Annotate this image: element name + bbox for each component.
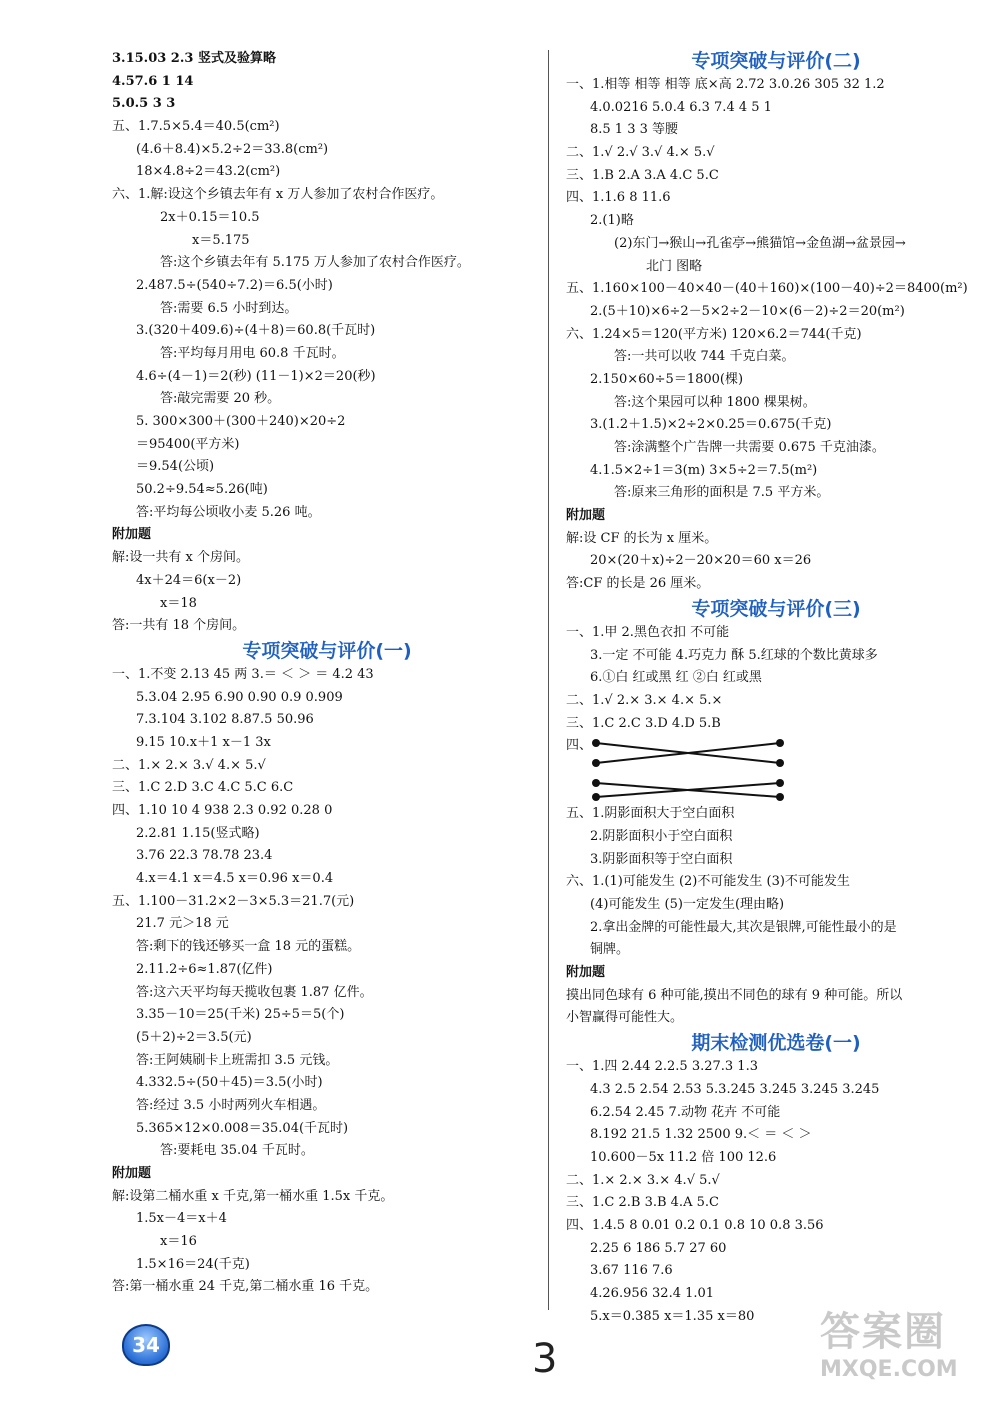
answer-line: 三、1.C 2.C 3.D 4.D 5.B: [566, 715, 721, 731]
answer-line: 附加题: [112, 527, 152, 543]
handwritten-mark: 3: [532, 1336, 558, 1382]
answer-line: ＝9.54(公顷): [136, 459, 215, 475]
answer-line: 二、1.× 2.× 3.× 4.√ 5.√: [566, 1172, 720, 1188]
answer-line: 2.(5＋10)×6÷2－5×2÷2－10×(6－2)÷2＝20(m²): [590, 303, 905, 319]
answer-line: 3.15.03 2.3 竖式及验算略: [112, 51, 276, 66]
answer-line: 4.0.0216 5.0.4 6.3 7.4 4 5 1: [590, 99, 772, 115]
answer-line: 18×4.8÷2＝43.2(cm²): [136, 164, 281, 180]
answer-line: 三、1.C 2.D 3.C 4.C 5.C 6.C: [112, 780, 294, 796]
answer-line: 一、1.不变 2.13 45 两 3.＝ ＜ ＞ ＝ 4.2 43: [112, 666, 374, 682]
answer-line: 8.192 21.5 1.32 2500 9.＜ ＝ ＜ ＞: [590, 1127, 812, 1143]
answer-line: 答:要耗电 35.04 千瓦时。: [160, 1143, 314, 1159]
matching-dot: [776, 779, 784, 787]
left-column: [112, 48, 542, 1299]
answer-line: (4.6＋8.4)×5.2÷2＝33.8(cm²): [136, 141, 329, 157]
answer-line: 答:一共可以收 744 千克白菜。: [614, 349, 795, 365]
answer-line: 4.26.956 32.4 1.01: [590, 1286, 715, 1301]
answer-line: 9.15 10.x＋1 x－1 3x: [136, 734, 271, 750]
answer-line: 4.3 2.5 2.54 2.53 5.3.245 3.245 3.245 3.245: [590, 1081, 880, 1097]
answer-line: 5.3.04 2.95 6.90 0.90 0.9 0.909: [136, 689, 343, 705]
answer-line: 1.5x－4＝x＋4: [136, 1211, 227, 1227]
answer-line: 二、1.√ 2.√ 3.√ 4.× 5.√: [566, 145, 715, 161]
watermark-url: MXQE.COM: [820, 1357, 958, 1382]
answer-line: 答:平均每公顷收小麦 5.26 吨。: [136, 504, 321, 520]
watermark-logo: [820, 1300, 990, 1396]
answer-line: 附加题: [112, 1166, 152, 1181]
answer-line: 2.拿出金牌的可能性最大,其次是银牌,可能性最小的是: [590, 919, 897, 935]
answer-line: 答:需要 6.5 小时到达。: [160, 300, 298, 316]
answer-line: 答:涂满整个广告牌一共需要 0.675 千克油漆。: [614, 440, 885, 455]
answer-line: 二、1.√ 2.× 3.× 4.× 5.×: [566, 692, 723, 708]
answer-line: 3.67 116 7.6: [590, 1263, 673, 1279]
answer-line: 一、1.相等 相等 相等 底×高 2.72 3.0.26 305 32 1.2: [566, 77, 885, 92]
matching-lines: [588, 735, 788, 803]
answer-line: 一、1.甲 2.黑色衣扣 不可能: [566, 624, 730, 640]
answer-line: 一、1.四 2.44 2.2.5 3.27.3 1.3: [566, 1059, 758, 1075]
answer-line: 答:这个果园可以种 1800 棵果树。: [614, 394, 816, 410]
answer-line: 4.57.6 1 14: [112, 73, 194, 89]
matching-dot: [592, 739, 600, 747]
answer-line: 五、1.阴影面积大于空白面积: [566, 806, 735, 822]
answer-line: 四、: [566, 738, 593, 754]
matching-diagram: [566, 735, 986, 803]
matching-dot: [592, 793, 600, 801]
answer-line: 四、1.1.6 8 11.6: [566, 190, 671, 206]
answer-line: 4.332.5÷(50＋45)＝3.5(小时): [136, 1075, 323, 1091]
answer-line: 2.2.81 1.15(竖式略): [136, 825, 260, 841]
answer-line: 10.600－5x 11.2 倍 100 12.6: [590, 1149, 777, 1165]
watermark-text: 答案圈: [820, 1309, 946, 1355]
answer-line: 解:设一共有 x 个房间。: [112, 550, 249, 566]
answer-line: 答:王阿姨刷卡上班需扣 3.5 元钱。: [136, 1052, 339, 1068]
answer-line: ＝95400(平方米): [136, 436, 240, 452]
answer-line: 答:经过 3.5 小时两列火车相遇。: [136, 1097, 326, 1113]
answer-line: 五、1.160×100－40×40－(40＋160)×(100－40)÷2＝8400(m²): [566, 281, 968, 297]
answer-line: 3.35－10＝25(千米) 25÷5＝5(个): [136, 1007, 345, 1023]
answer-line: 六、1.(1)可能发生 (2)不可能发生 (3)不可能发生: [566, 874, 850, 890]
answer-line: 答:平均每月用电 60.8 千瓦时。: [160, 345, 345, 361]
answer-line: 3.(320＋409.6)÷(4＋8)＝60.8(千瓦时): [136, 323, 376, 339]
answer-line: 答:CF 的长是 26 厘米。: [566, 576, 710, 592]
answer-line: 4x＋24＝6(x－2): [136, 572, 242, 588]
section-title: 专项突破与评价(二): [691, 50, 861, 72]
right-column: [566, 48, 986, 1328]
answer-line: 2.150×60÷5＝1800(棵): [590, 371, 744, 387]
answer-line: 答:原来三角形的面积是 7.5 平方米。: [614, 485, 830, 501]
answer-line: x＝18: [160, 595, 197, 611]
answer-line: 摸出同色球有 6 种可能,摸出不同色的球有 9 种可能。所以: [566, 987, 903, 1003]
answer-line: 解:设 CF 的长为 x 厘米。: [566, 530, 718, 546]
section-title: 专项突破与评价(三): [691, 597, 861, 620]
answer-line: 2.11.2÷6≈1.87(亿件): [136, 961, 273, 977]
answer-line: 答:这六天平均每天揽收包裹 1.87 亿件。: [136, 984, 373, 1000]
answer-line: 3.(1.2＋1.5)×2÷2×0.25＝0.675(千克): [590, 417, 832, 433]
answer-line: 六、1.解:设这个乡镇去年有 x 万人参加了农村合作医疗。: [112, 187, 444, 203]
matching-dot: [776, 793, 784, 801]
answer-line: 5.365×12×0.008＝35.04(千瓦时): [136, 1120, 349, 1136]
answer-line: 答:这个乡镇去年有 5.175 万人参加了农村合作医疗。: [160, 255, 470, 271]
answer-line: 五、1.7.5×5.4＝40.5(cm²): [112, 119, 280, 135]
answer-line: 六、1.24×5＝120(平方米) 120×6.2＝744(千克): [566, 326, 862, 342]
answer-line: 4.1.5×2÷1＝3(m) 3×5÷2＝7.5(m²): [590, 462, 818, 478]
answer-line: 5.0.5 3 3: [112, 96, 176, 112]
answer-line: 5. 300×300＋(300＋240)×20÷2: [136, 414, 346, 429]
section-title: 期末检测优选卷(一): [691, 1032, 861, 1055]
answer-line: 50.2÷9.54≈5.26(吨): [136, 482, 268, 498]
answer-line: 2.487.5÷(540÷7.2)＝6.5(小时): [136, 277, 333, 293]
answer-line: 二、1.× 2.× 3.√ 4.× 5.√: [112, 757, 266, 773]
answer-line: 四、1.10 10 4 938 2.3 0.92 0.28 0: [112, 803, 333, 818]
answer-line: 20×(20＋x)÷2－20×20＝60 x＝26: [590, 553, 812, 569]
answer-line: 2.阴影面积小于空白面积: [590, 828, 733, 844]
column-divider: [548, 50, 549, 1310]
answer-line: 小智赢得可能性大。: [566, 1010, 684, 1026]
answer-line: x＝16: [160, 1234, 197, 1250]
answer-line: 四、1.4.5 8 0.01 0.2 0.1 0.8 10 0.8 3.56: [566, 1217, 824, 1233]
answer-line: 北门 图略: [646, 258, 703, 274]
answer-line: 6.①白 红或黑 红 ②白 红或黑: [590, 670, 762, 686]
answer-line: 解:设第二桶水重 x 千克,第一桶水重 1.5x 千克。: [112, 1188, 394, 1204]
answer-line: 2.25 6 186 5.7 27 60: [590, 1240, 727, 1256]
answer-line: 铜牌。: [590, 942, 630, 958]
answer-line: 三、1.B 2.A 3.A 4.C 5.C: [566, 167, 719, 183]
matching-dot: [592, 779, 600, 787]
answer-line: 附加题: [566, 965, 606, 981]
matching-dot: [776, 759, 784, 767]
answer-line: (4)可能发生 (5)一定发生(理由略): [590, 897, 785, 912]
answer-line: 答:一共有 18 个房间。: [112, 618, 246, 634]
answer-line: 3.阴影面积等于空白面积: [590, 851, 733, 867]
matching-dot: [592, 759, 600, 767]
answer-line: (2)东门→猴山→孔雀亭→熊猫馆→金鱼湖→盆景园→: [614, 235, 906, 251]
answer-line: 1.5×16＝24(千克): [136, 1256, 250, 1272]
answer-line: 2.(1)略: [590, 213, 634, 229]
answer-line: 4.x＝4.1 x＝4.5 x＝0.96 x＝0.4: [136, 871, 334, 887]
answer-line: 答:敲完需要 20 秒。: [160, 391, 281, 407]
section-title: 专项突破与评价(一): [242, 639, 412, 662]
answer-line: 五、1.100－31.2×2－3×5.3＝21.7(元): [112, 893, 355, 909]
matching-dot: [776, 739, 784, 747]
answer-line: 3.一定 不可能 4.巧克力 酥 5.红球的个数比黄球多: [590, 647, 878, 663]
answer-line: 4.6÷(4－1)＝2(秒) (11－1)×2＝20(秒): [136, 368, 376, 384]
answer-line: 附加题: [566, 508, 606, 524]
answer-line: 7.3.104 3.102 8.87.5 50.96: [136, 712, 314, 728]
answer-line: 5.x＝0.385 x＝1.35 x＝80: [590, 1308, 755, 1324]
answer-line: 21.7 元＞18 元: [136, 916, 229, 932]
answer-line: 答:第一桶水重 24 千克,第二桶水重 16 千克。: [112, 1279, 379, 1295]
answer-line: 3.76 22.3 78.78 23.4: [136, 848, 273, 864]
page-number-badge: 34: [122, 1324, 170, 1366]
answer-line: 答:剩下的钱还够买一盒 18 元的蛋糕。: [136, 939, 361, 955]
answer-line: x＝5.175: [192, 232, 250, 248]
answer-line: 8.5 1 3 3 等腰: [590, 122, 679, 138]
answer-line: 2x＋0.15＝10.5: [160, 209, 260, 225]
answer-line: (5＋2)÷2＝3.5(元): [136, 1029, 252, 1045]
answer-line: 6.2.54 2.45 7.动物 花卉 不可能: [590, 1104, 781, 1120]
answer-line: 三、1.C 2.B 3.B 4.A 5.C: [566, 1195, 719, 1211]
